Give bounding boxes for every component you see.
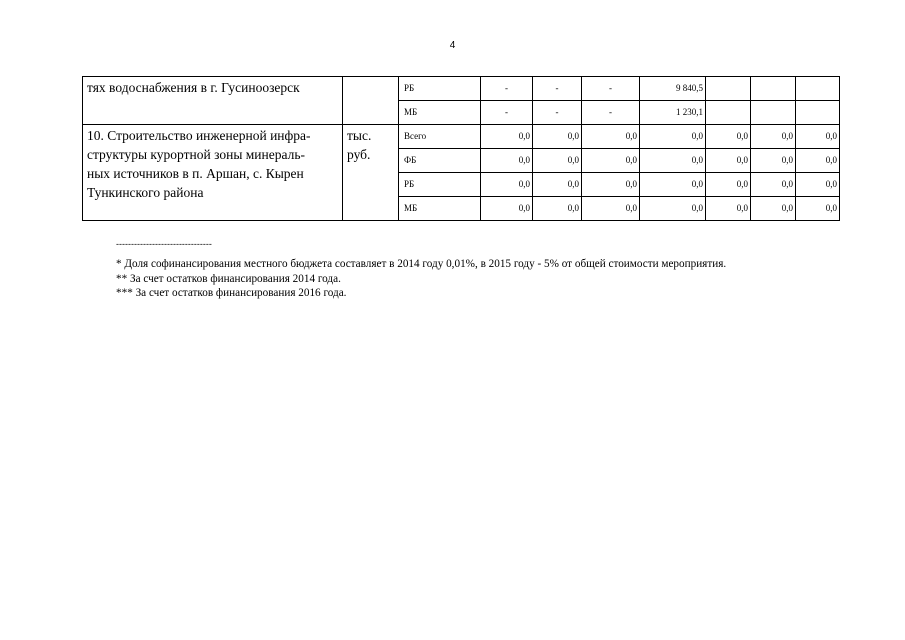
funding-source: РБ <box>399 173 481 197</box>
table-cell: 0,0 <box>706 149 751 173</box>
table-cell: 0,0 <box>582 125 640 149</box>
table-cell: 0,0 <box>533 197 582 221</box>
table-cell: 0,0 <box>533 173 582 197</box>
unit-line: руб. <box>347 147 371 162</box>
description-line: структуры курортной зоны минераль- <box>87 147 305 162</box>
table-cell <box>751 77 796 101</box>
funding-source: ФБ <box>399 149 481 173</box>
table-row <box>83 125 840 149</box>
table-cell <box>796 101 840 125</box>
funding-table <box>82 76 840 221</box>
table-row <box>83 77 840 101</box>
table-cell: - <box>533 101 582 125</box>
table-cell: 0,0 <box>582 173 640 197</box>
table-cell: 1 230,1 <box>640 101 706 125</box>
table-cell: 0,0 <box>533 149 582 173</box>
table-cell: 0,0 <box>481 125 533 149</box>
table-cell: 0,0 <box>582 197 640 221</box>
table-cell: 0,0 <box>796 173 840 197</box>
table-cell <box>796 77 840 101</box>
table-cell: 0,0 <box>706 125 751 149</box>
table-cell: 0,0 <box>481 173 533 197</box>
table-cell: 0,0 <box>481 197 533 221</box>
row-unit <box>343 125 399 221</box>
table-cell: 0,0 <box>796 125 840 149</box>
table-cell: 0,0 <box>533 125 582 149</box>
table-cell <box>706 101 751 125</box>
table-cell: - <box>582 101 640 125</box>
table-cell: 0,0 <box>796 149 840 173</box>
table-cell: 0,0 <box>706 173 751 197</box>
footnote: *** За счет остатков финансирования 2016 года. <box>116 287 347 299</box>
table-cell: 0,0 <box>751 173 796 197</box>
page-number: 4 <box>449 40 456 51</box>
funding-source: МБ <box>399 197 481 221</box>
row-unit <box>343 77 399 125</box>
unit-line: тыс. <box>347 128 372 143</box>
table-cell: - <box>481 101 533 125</box>
table-cell: 0,0 <box>751 125 796 149</box>
table-cell: 9 840,5 <box>640 77 706 101</box>
table-cell <box>751 101 796 125</box>
table-cell: 0,0 <box>751 149 796 173</box>
footnotes <box>116 257 726 301</box>
table-cell: 0,0 <box>481 149 533 173</box>
footnote-separator: -------------------------------- <box>116 239 212 249</box>
table-cell: 0,0 <box>751 197 796 221</box>
table-cell: 0,0 <box>640 197 706 221</box>
table-cell: 0,0 <box>706 197 751 221</box>
table-cell: - <box>533 77 582 101</box>
funding-source: РБ <box>399 77 481 101</box>
footnote: ** За счет остатков финансирования 2014 года. <box>116 272 341 285</box>
footnote: * Доля софинансирования местного бюджета составляет в 2014 году 0,01%, в 2015 году - 5% от общей стоимости мероприятия. <box>116 258 727 270</box>
funding-source: МБ <box>399 101 481 125</box>
table-cell: - <box>481 77 533 101</box>
table-cell: 0,0 <box>582 149 640 173</box>
table-cell: - <box>582 77 640 101</box>
row-description <box>83 125 343 221</box>
table-cell: 0,0 <box>640 173 706 197</box>
description-line: Тункинского района <box>87 185 204 200</box>
table-cell: 0,0 <box>796 197 840 221</box>
row-description: тях водоснабжения в г. Гусиноозерск <box>83 77 343 125</box>
table-cell: 0,0 <box>640 125 706 149</box>
description-line: 10. Строительство инженерной инфра- <box>87 128 311 143</box>
table-cell <box>706 77 751 101</box>
table-cell: 0,0 <box>640 149 706 173</box>
description-line: ных источников в п. Аршан, с. Кырен <box>87 166 304 181</box>
funding-source: Всего <box>399 125 481 149</box>
